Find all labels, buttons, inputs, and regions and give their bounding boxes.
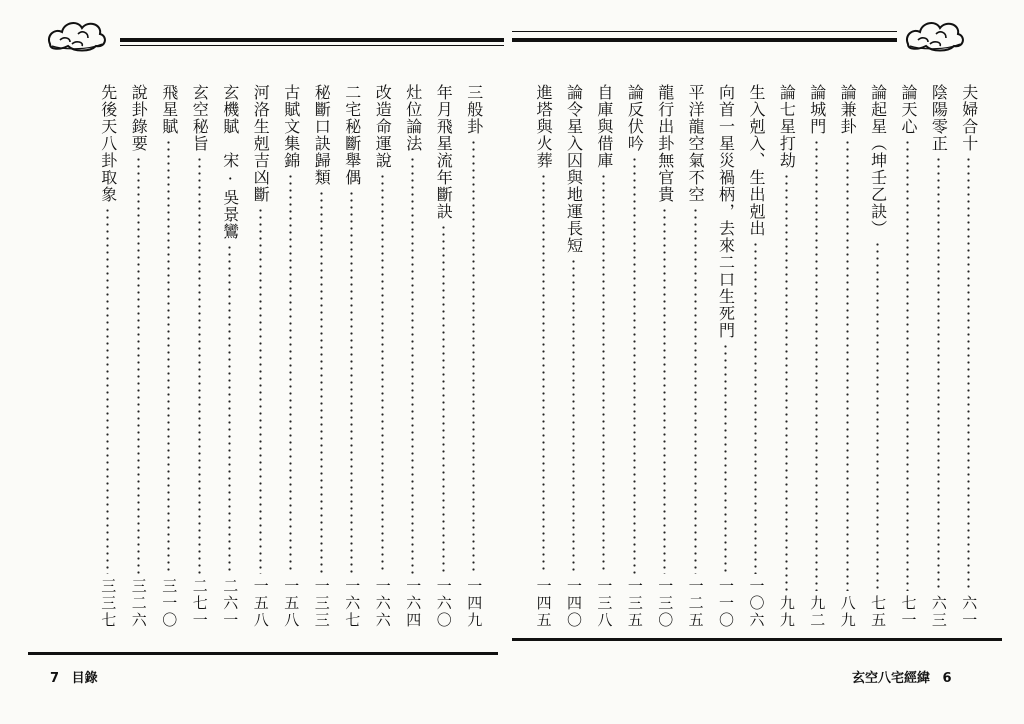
dot-leader <box>815 139 818 591</box>
entry-page: 一〇六 <box>747 578 766 629</box>
entry-page: 一六七 <box>343 578 362 629</box>
entry-title: 論反伏吟 <box>625 84 645 152</box>
entry-page: 一二五 <box>686 578 705 629</box>
entry-title: 夫婦合十 <box>959 84 979 152</box>
right-page <box>512 0 1024 724</box>
toc-entry <box>680 84 710 629</box>
dot-leader <box>442 224 445 574</box>
dot-leader <box>846 139 849 591</box>
toc-entry <box>123 84 154 629</box>
top-rule-thin <box>120 45 504 46</box>
entry-title: 論天心 <box>898 84 918 135</box>
toc-entry <box>619 84 649 629</box>
entry-title: 平洋龍空氣不空 <box>686 84 706 203</box>
entry-page: 一五八 <box>251 578 270 629</box>
toc-entry <box>215 84 246 629</box>
toc-entry <box>710 84 740 629</box>
toc-entry <box>802 84 832 629</box>
footer-page-number: 6 <box>942 671 952 686</box>
right-footer <box>848 667 956 686</box>
toc-entry <box>428 84 459 629</box>
entry-page: 二七一 <box>190 578 209 629</box>
dot-leader <box>167 139 170 574</box>
entry-page: 九二 <box>808 595 827 629</box>
entry-page: 六一 <box>960 595 979 629</box>
dot-leader <box>967 156 970 591</box>
entry-page: 三三七 <box>99 578 118 629</box>
entry-title: 論起星（坤壬乙訣） <box>868 84 888 237</box>
entry-title: 論七星打劫 <box>777 84 797 169</box>
entry-page: 七一 <box>899 595 918 629</box>
entry-title: 二宅秘斷舉偶 <box>342 84 362 186</box>
entry-title: 論令星入囚與地運長短 <box>564 84 584 254</box>
cloud-ornament-icon <box>44 14 110 54</box>
dot-leader <box>411 156 414 574</box>
entry-title: 玄空秘旨 <box>190 84 210 152</box>
dot-leader <box>724 343 727 574</box>
entry-title: 陰陽零正 <box>929 84 949 152</box>
dot-leader <box>663 207 666 574</box>
entry-page: 一四九 <box>465 578 484 629</box>
toc-entry <box>893 84 923 629</box>
dot-leader <box>937 156 940 591</box>
footer-section: 目錄 <box>71 671 98 686</box>
entry-page: 一一〇 <box>717 578 736 629</box>
entry-title: 龍行出卦無官貴 <box>655 84 675 203</box>
dot-leader <box>906 139 909 591</box>
entry-page: 六三 <box>929 595 948 629</box>
entry-title: 說卦錄要 <box>129 84 149 152</box>
toc-entry <box>923 84 953 629</box>
dot-leader <box>259 207 262 574</box>
entry-page: 一六六 <box>373 578 392 629</box>
entry-page: 一三八 <box>595 578 614 629</box>
entry-page: 七五 <box>869 595 888 629</box>
toc-entry <box>93 84 124 629</box>
dot-leader <box>785 173 788 591</box>
toc-entry <box>337 84 368 629</box>
entry-page: 一五八 <box>282 578 301 629</box>
toc-entry <box>558 84 588 629</box>
toc-entry <box>954 84 984 629</box>
footer-book-title: 玄空八宅經緯 <box>852 671 931 686</box>
dot-leader <box>876 241 879 591</box>
toc-entry <box>832 84 862 629</box>
dot-leader <box>602 173 605 574</box>
toc-entry <box>741 84 771 629</box>
dot-leader <box>694 207 697 574</box>
dot-leader <box>320 190 323 574</box>
bottom-rule <box>28 652 498 655</box>
entry-page: 一四五 <box>534 578 553 629</box>
entry-page: 一四〇 <box>565 578 584 629</box>
toc-entry <box>771 84 801 629</box>
entry-title: 三般卦 <box>464 84 484 135</box>
footer-page-number: 7 <box>50 671 60 686</box>
top-rule <box>512 38 897 42</box>
dot-leader <box>754 241 757 574</box>
toc-entry <box>862 84 892 629</box>
entry-title: 向首一星災禍柄，去來二口生死門 <box>716 84 736 339</box>
entry-title: 秘斷口訣歸類 <box>312 84 332 186</box>
entry-title: 論城門 <box>807 84 827 135</box>
cloud-ornament-icon <box>902 14 968 54</box>
dot-leader <box>137 156 140 574</box>
toc-entry <box>650 84 680 629</box>
entry-page: 一三三 <box>312 578 331 629</box>
entry-title: 生入剋入、生出剋出 <box>746 84 766 237</box>
toc-entry <box>367 84 398 629</box>
top-rule <box>120 38 504 42</box>
dot-leader <box>381 173 384 574</box>
entry-page: 九九 <box>777 595 796 629</box>
entry-title: 自庫與借庫 <box>594 84 614 169</box>
toc-entry <box>306 84 337 629</box>
entry-page: 三一〇 <box>160 578 179 629</box>
entry-page: 二六一 <box>221 578 240 629</box>
toc-entry <box>154 84 185 629</box>
entry-title: 論兼卦 <box>838 84 858 135</box>
toc-entry <box>398 84 429 629</box>
dot-leader <box>472 139 475 574</box>
dot-leader <box>572 258 575 574</box>
entry-page: 八九 <box>838 595 857 629</box>
dot-leader <box>289 173 292 574</box>
dot-leader <box>633 156 636 574</box>
bottom-rule <box>512 638 1002 641</box>
toc-entry <box>276 84 307 629</box>
toc-entry <box>184 84 215 629</box>
top-rule-thin <box>512 31 897 32</box>
entry-page: 一六〇 <box>434 578 453 629</box>
toc-entry <box>589 84 619 629</box>
dot-leader <box>228 244 231 574</box>
entry-title: 河洛生剋吉凶斷 <box>251 84 271 203</box>
entry-title: 年月飛星流年斷訣 <box>434 84 454 220</box>
entry-page: 一六四 <box>404 578 423 629</box>
entry-title: 飛星賦 <box>159 84 179 135</box>
entry-title: 改造命運說 <box>373 84 393 169</box>
toc-entry <box>528 84 558 629</box>
entry-title: 先後天八卦取象 <box>98 84 118 203</box>
entry-title: 進塔與火葬 <box>534 84 554 169</box>
toc-list <box>92 84 489 629</box>
toc-entry <box>245 84 276 629</box>
toc-entry <box>459 84 490 629</box>
entry-page: 一三五 <box>625 578 644 629</box>
left-footer <box>46 667 102 686</box>
entry-page: 一三〇 <box>656 578 675 629</box>
dot-leader <box>350 190 353 574</box>
entry-title: 灶位論法 <box>403 84 423 152</box>
entry-title: 古賦文集錦 <box>281 84 301 169</box>
dot-leader <box>542 173 545 574</box>
entry-title: 玄機賦 宋·吳景鸞 <box>220 84 240 240</box>
toc-list <box>528 84 984 629</box>
dot-leader <box>106 207 109 574</box>
dot-leader <box>198 156 201 574</box>
entry-page: 三二六 <box>129 578 148 629</box>
